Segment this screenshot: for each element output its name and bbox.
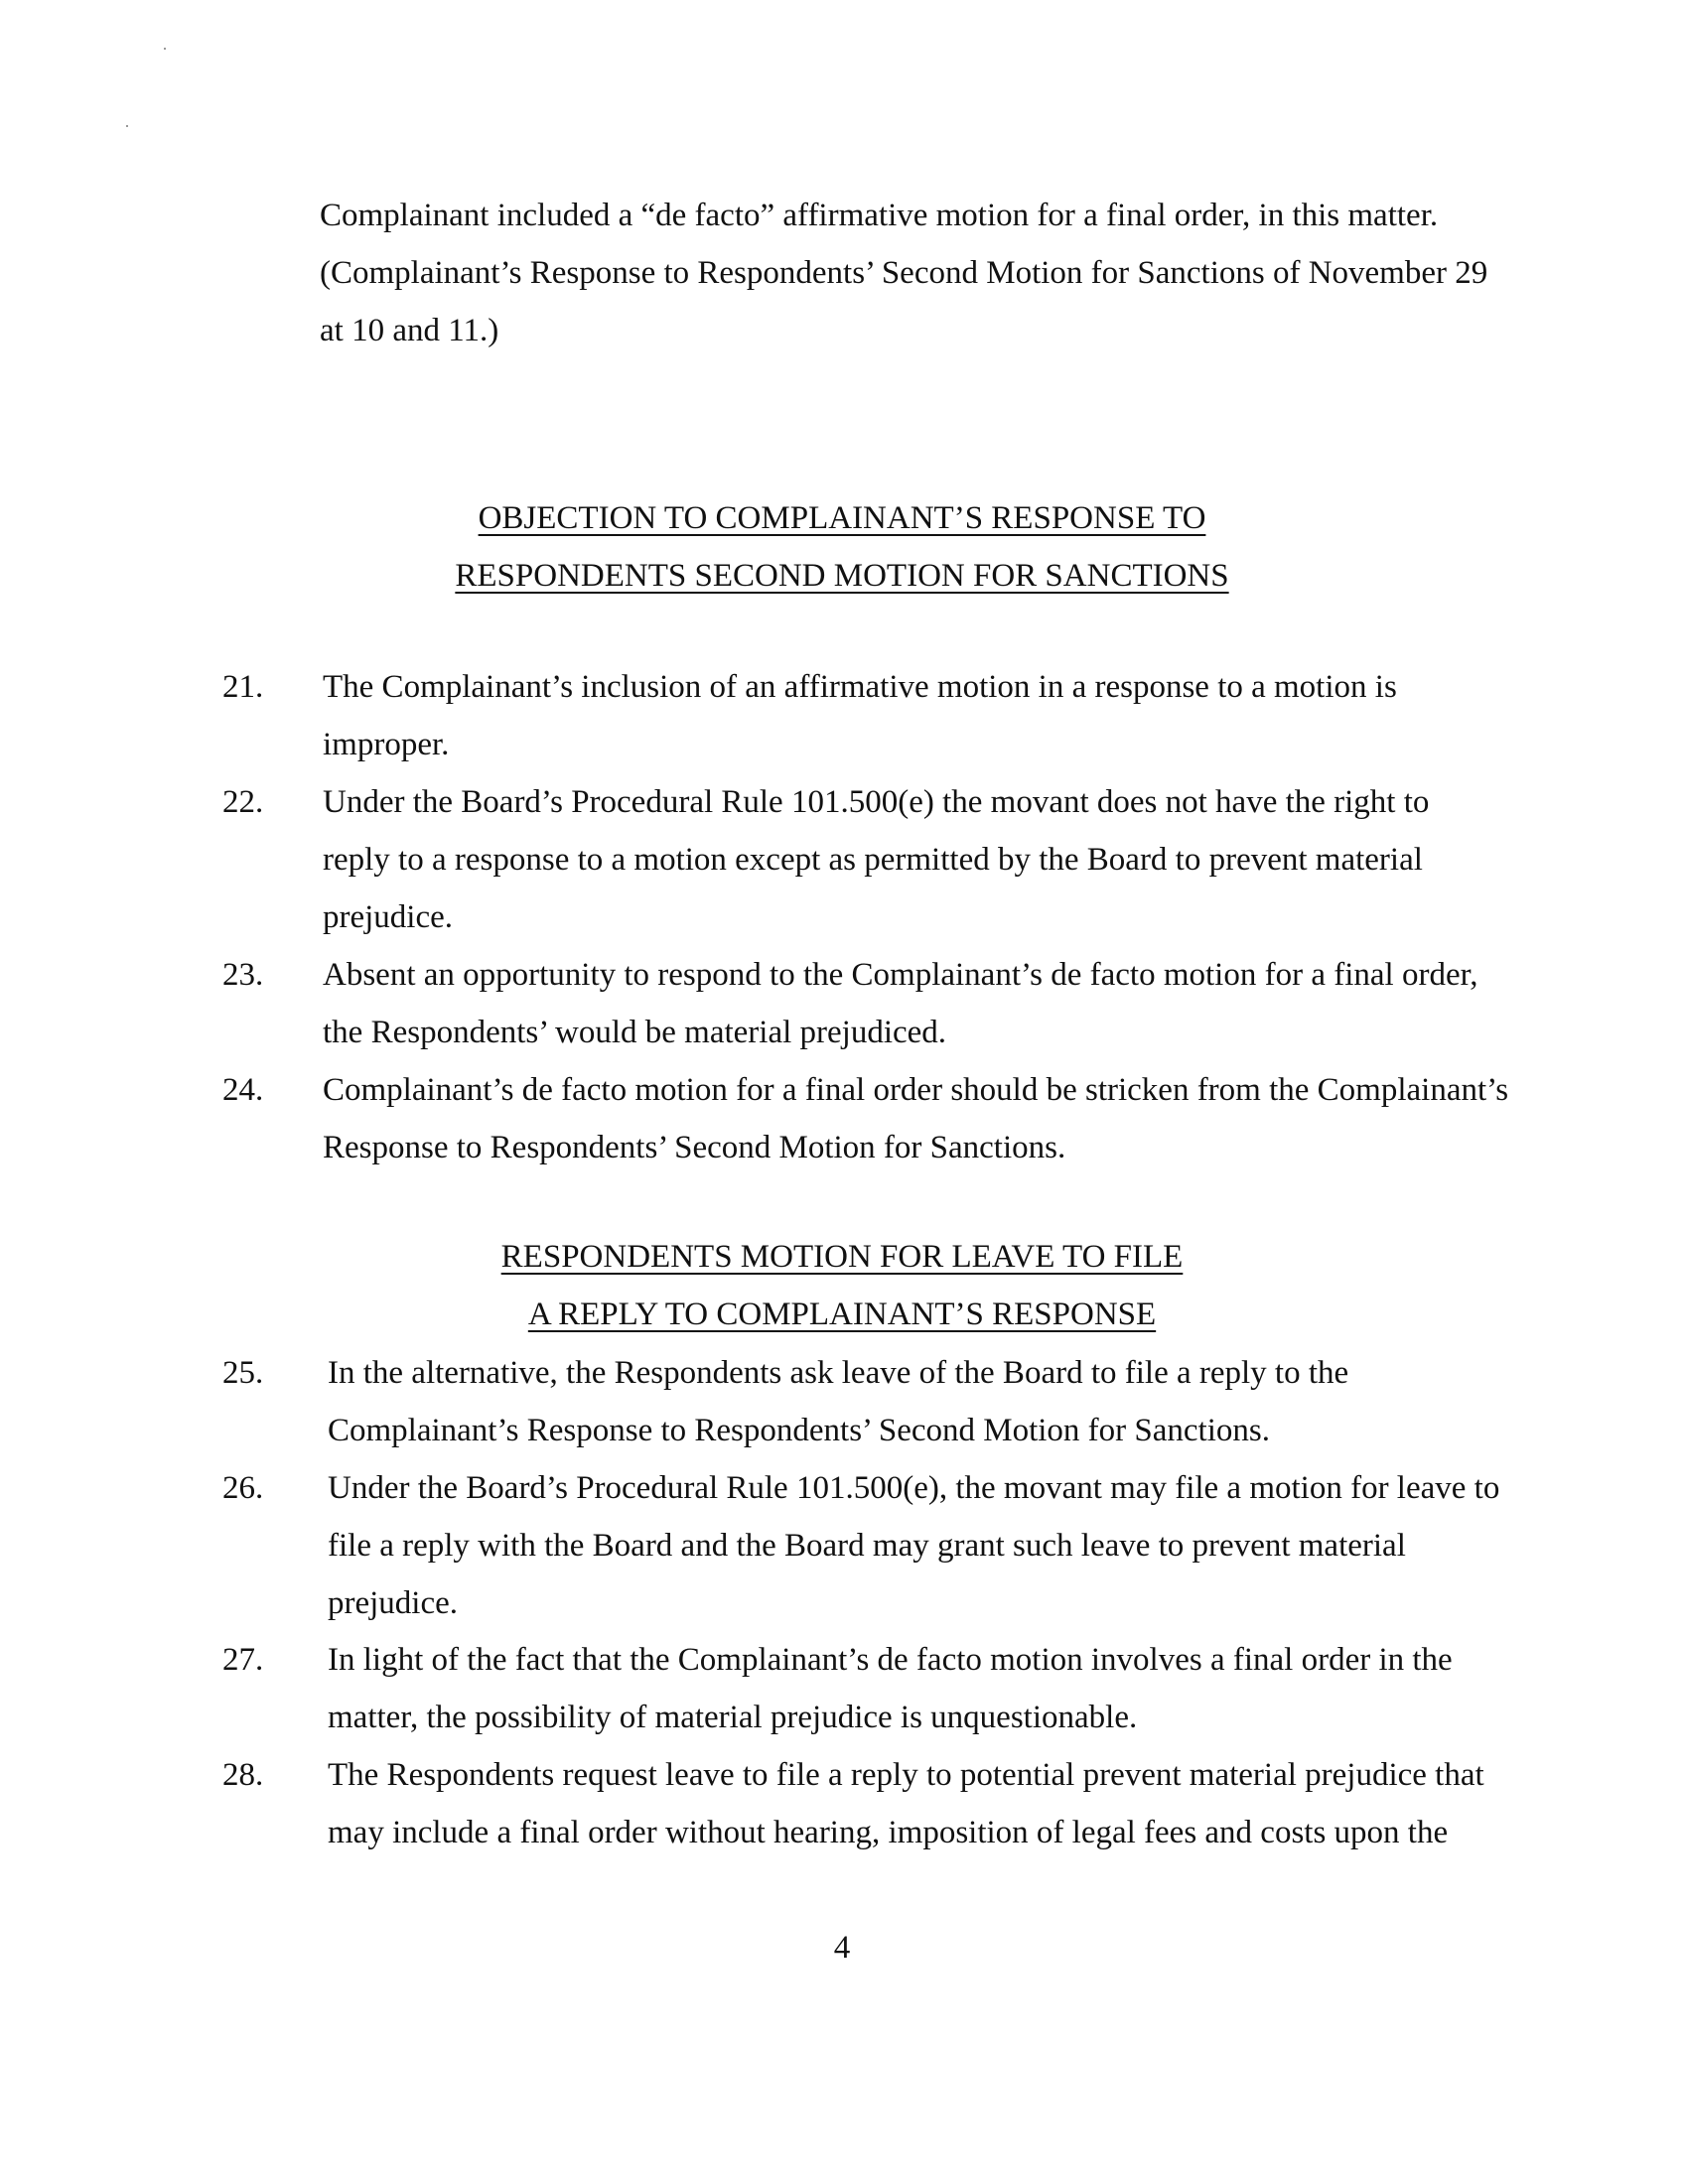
intro-line: (Complainant’s Response to Respondents’ Second Motion for Sanctions of November 29 xyxy=(320,255,1488,291)
intro-paragraph xyxy=(320,187,1487,359)
numbered-paragraph xyxy=(323,773,1429,946)
numbered-paragraph xyxy=(328,1631,1453,1746)
scan-speck xyxy=(126,125,128,127)
paragraph-line: may include a final order without hearing, imposition of legal fees and costs upon the xyxy=(328,1815,1449,1850)
paragraph-line: reply to a response to a motion except as permitted by the Board to prevent material xyxy=(323,842,1423,878)
paragraph-number: 27. xyxy=(222,1642,264,1678)
numbered-paragraph xyxy=(328,1459,1499,1632)
section-heading-motion-for-leave xyxy=(0,1228,1684,1343)
paragraph-line: Under the Board’s Procedural Rule 101.500(e), the movant may file a motion for leave to xyxy=(328,1470,1500,1506)
paragraph-line: Under the Board’s Procedural Rule 101.500(e) the movant does not have the right to xyxy=(323,784,1430,820)
intro-line: at 10 and 11.) xyxy=(320,313,499,348)
paragraph-line: file a reply with the Board and the Board may grant such leave to prevent material xyxy=(328,1528,1406,1564)
numbered-paragraph xyxy=(323,946,1478,1061)
paragraph-number: 24. xyxy=(222,1072,264,1108)
scan-speck xyxy=(164,48,166,50)
paragraph-number: 22. xyxy=(222,784,264,820)
paragraph-number: 26. xyxy=(222,1470,264,1506)
page-number: 4 xyxy=(833,1930,851,1966)
numbered-paragraph xyxy=(323,658,1397,773)
paragraph-line: improper. xyxy=(323,727,450,762)
numbered-paragraph xyxy=(328,1344,1348,1459)
paragraph-line: In light of the fact that the Complainant’s de facto motion involves a final order in the xyxy=(328,1642,1453,1678)
heading-line: A REPLY TO COMPLAINANT’S RESPONSE xyxy=(527,1297,1157,1332)
paragraph-line: Absent an opportunity to respond to the Complainant’s de facto motion for a final order, xyxy=(323,957,1478,993)
section-heading-objection xyxy=(0,489,1684,605)
paragraph-line: In the alternative, the Respondents ask leave of the Board to file a reply to the xyxy=(328,1355,1349,1391)
paragraph-line: Complainant’s Response to Respondents’ Second Motion for Sanctions. xyxy=(328,1413,1270,1448)
paragraph-line: Response to Respondents’ Second Motion for Sanctions. xyxy=(323,1130,1066,1165)
heading-line: RESPONDENTS SECOND MOTION FOR SANCTIONS xyxy=(455,558,1229,594)
paragraph-line: prejudice. xyxy=(328,1585,459,1621)
paragraph-line: matter, the possibility of material prejudice is unquestionable. xyxy=(328,1700,1138,1735)
paragraph-line: prejudice. xyxy=(323,899,454,935)
paragraph-number: 23. xyxy=(222,957,264,993)
paragraph-line: The Respondents request leave to file a reply to potential prevent material prejudice that xyxy=(328,1757,1484,1793)
paragraph-line: The Complainant’s inclusion of an affirmative motion in a response to a motion is xyxy=(323,669,1397,705)
paragraph-number: 28. xyxy=(222,1757,264,1793)
paragraph-number: 25. xyxy=(222,1355,264,1391)
paragraph-line: the Respondents’ would be material prejudiced. xyxy=(323,1015,947,1050)
paragraph-number: 21. xyxy=(222,669,264,705)
paragraph-line: Complainant’s de facto motion for a final order should be stricken from the Complainant’s xyxy=(323,1072,1509,1108)
heading-line: RESPONDENTS MOTION FOR LEAVE TO FILE xyxy=(500,1239,1184,1275)
heading-line: OBJECTION TO COMPLAINANT’S RESPONSE TO xyxy=(478,500,1206,536)
numbered-paragraph xyxy=(323,1061,1508,1176)
numbered-paragraph xyxy=(328,1746,1484,1861)
intro-line: Complainant included a “de facto” affirmative motion for a final order, in this matter. xyxy=(320,198,1439,233)
